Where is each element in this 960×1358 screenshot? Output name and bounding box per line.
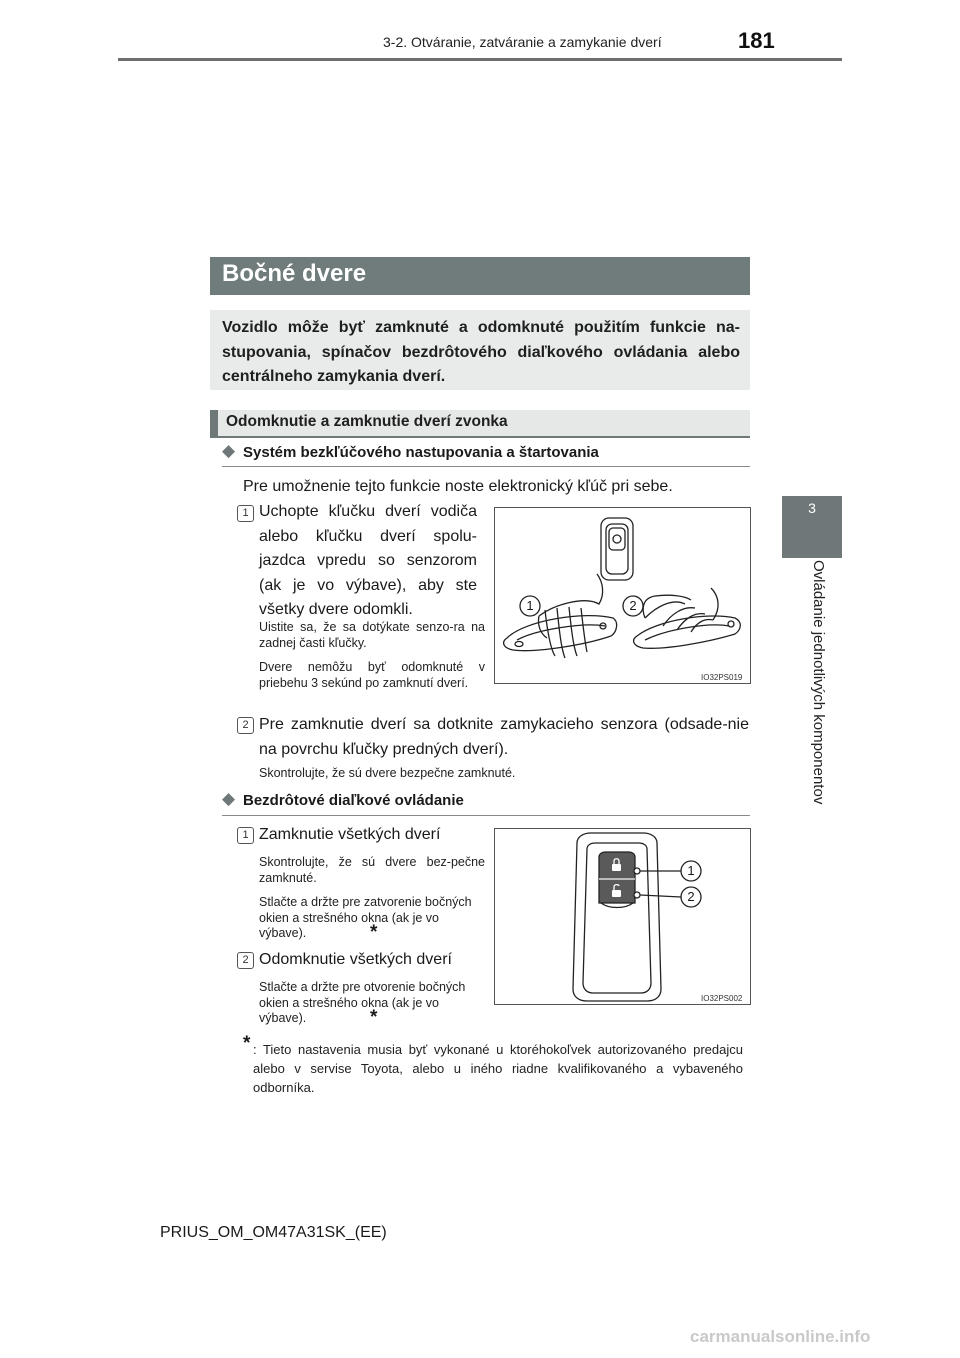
step-number-1: 1 xyxy=(237,505,254,522)
item2-note: Stlačte a držte pre otvorenie bočných okien a strešného okna (ak je vo výbave). xyxy=(259,980,466,1025)
step1-note-1: Uistite sa, že sa dotýkate senzo-ra na zadnej časti kľučky. xyxy=(259,620,485,650)
step-number-2: 2 xyxy=(237,717,254,734)
footnote-text: : Tieto nastavenia musia byť vykonané u ktoréhokoľvek autorizovaného predajcu alebo v servise Toyota, alebo u iného riadne kvalifikovaného a vybaveného odborníka. xyxy=(253,1042,743,1095)
item-number-1: 1 xyxy=(237,827,254,844)
watermark: carmanualsonline.info xyxy=(690,1327,871,1346)
figure1-code: IO32PS019 xyxy=(701,673,743,682)
page-number: 181 xyxy=(738,28,775,53)
key-fob-illustration xyxy=(495,829,750,1004)
diamond-icon: ◆ xyxy=(222,789,236,808)
footer-document-code: PRIUS_OM_OM47A31SK_(EE) xyxy=(160,1224,387,1241)
page-title: Bočné dvere xyxy=(222,260,367,287)
item-number-2: 2 xyxy=(237,952,254,969)
running-header-section: 3-2. Otváranie, zatváranie a zamykanie dverí xyxy=(383,34,662,50)
step1-note-2: Dvere nemôžu byť odomknuté v priebehu 3 sekúnd po zamknutí dverí. xyxy=(259,660,485,690)
step2-text: Pre zamknutie dverí sa dotknite zamykacieho senzora (odsade-nie na povrchu kľučky predných dverí). xyxy=(259,716,749,758)
item1-asterisk: * xyxy=(370,922,378,943)
door-handle-illustration xyxy=(495,508,750,683)
footnote-asterisk: * xyxy=(243,1033,251,1054)
smart-entry-lead: Pre umožnenie tejto funkcie noste elektronický kľúč pri sebe. xyxy=(243,478,673,495)
chapter-tab-label: Ovládanie jednotlivých komponentov xyxy=(810,560,827,805)
figure1-label-2: 2 xyxy=(629,598,637,613)
item2-text: Odomknutie všetkých dverí xyxy=(259,951,452,968)
step1-text: Uchopte kľučku dverí vodiča alebo kľučku dverí spolu-jazdca vpredu so senzorom (ak je vo výbave), aby ste všetky dvere odomkli. xyxy=(259,503,477,618)
wireless-heading: Bezdrôtové diaľkové ovládanie xyxy=(243,792,464,809)
step2-note: Skontrolujte, že sú dvere bezpečne zamknuté. xyxy=(259,766,516,780)
diamond-icon: ◆ xyxy=(222,441,236,460)
subsection-accent xyxy=(210,410,218,437)
key-fob-figure xyxy=(494,828,751,1005)
chapter-tab-label-wrap xyxy=(740,560,880,820)
smart-entry-rule xyxy=(222,466,750,467)
figure1-label-1: 1 xyxy=(526,598,534,613)
figure2-code: IO32PS002 xyxy=(701,994,743,1003)
item2-asterisk: * xyxy=(370,1007,378,1028)
smart-entry-heading: Systém bezkľúčového nastupovania a štartovania xyxy=(243,444,599,461)
subsection-rule xyxy=(210,436,750,438)
figure2-label-1: 1 xyxy=(687,863,695,878)
chapter-tab-number: 3 xyxy=(808,500,816,516)
figure2-label-2: 2 xyxy=(687,889,695,904)
item1-text: Zamknutie všetkých dverí xyxy=(259,826,441,843)
door-handle-figure xyxy=(494,507,751,684)
intro-text: Vozidlo môže byť zamknuté a odomknuté použitím funkcie na-stupovania, spínačov bezdrôtového diaľkového ovládania alebo centrálneho zamykania dverí. xyxy=(222,319,740,385)
wireless-rule xyxy=(222,815,750,816)
item1-note-2: Stlačte a držte pre zatvorenie bočných okien a strešného okna (ak je vo výbave). xyxy=(259,895,472,940)
header-rule xyxy=(118,58,842,61)
subsection-title: Odomknutie a zamknutie dverí zvonka xyxy=(226,413,508,430)
item1-note-1: Skontrolujte, že sú dvere bez-pečne zamknuté. xyxy=(259,855,485,885)
